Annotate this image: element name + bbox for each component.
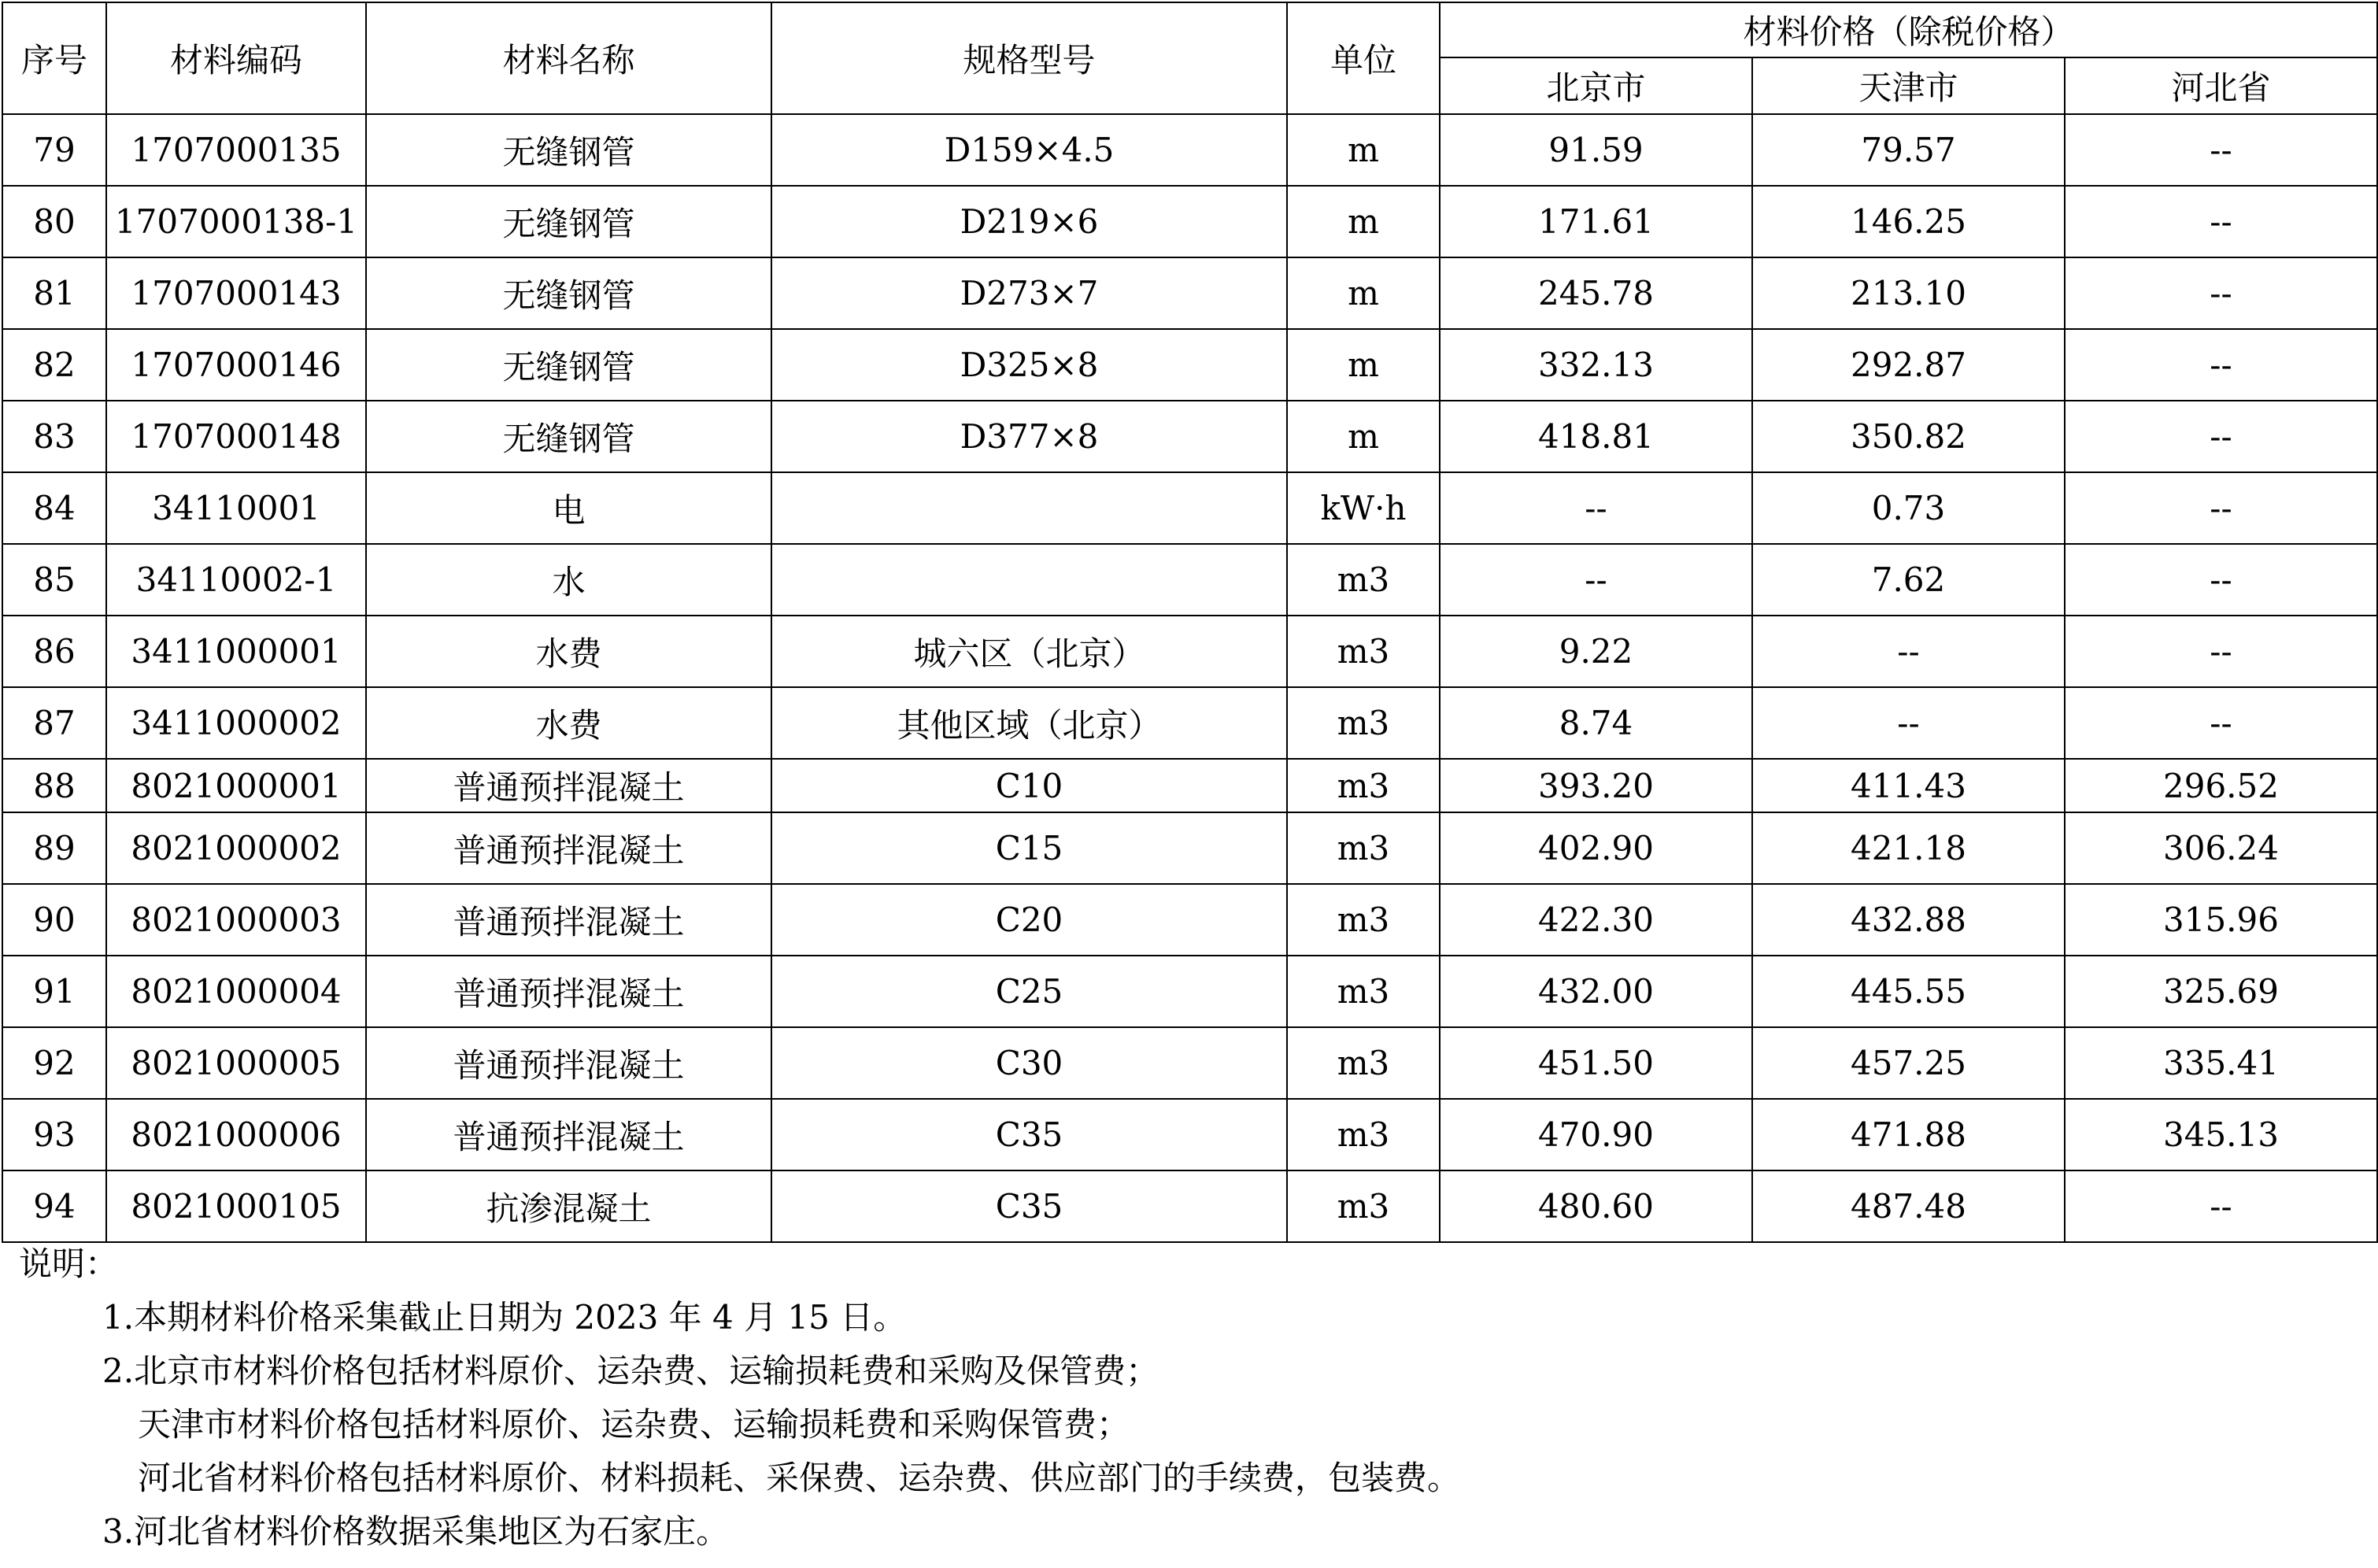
cell-tianjin: 445.55 <box>1752 956 2065 1027</box>
cell-hebei: -- <box>2065 257 2377 329</box>
cell-seq: 86 <box>2 616 106 687</box>
table-header-row <box>2 2 2377 57</box>
cell-beijing: 402.90 <box>1440 812 1752 884</box>
cell-tianjin: 7.62 <box>1752 544 2065 616</box>
cell-name: 无缝钢管 <box>366 401 771 472</box>
material-price-table <box>2 2 2378 1243</box>
cell-spec <box>771 472 1287 544</box>
note-item-2: 2.北京市材料价格包括材料原价、运杂费、运输损耗费和采购及保管费； <box>102 1352 1159 1390</box>
cell-tianjin: 213.10 <box>1752 257 2065 329</box>
cell-hebei: 345.13 <box>2065 1099 2377 1170</box>
table-row <box>2 401 2377 472</box>
cell-name: 抗渗混凝土 <box>366 1170 771 1242</box>
cell-code: 1707000135 <box>106 114 366 186</box>
cell-tianjin: 457.25 <box>1752 1027 2065 1099</box>
cell-unit: m <box>1287 401 1440 472</box>
cell-name: 水 <box>366 544 771 616</box>
cell-hebei: -- <box>2065 616 2377 687</box>
table-row <box>2 544 2377 616</box>
cell-name: 无缝钢管 <box>366 186 771 257</box>
cell-beijing: 9.22 <box>1440 616 1752 687</box>
cell-hebei: -- <box>2065 472 2377 544</box>
header-spec: 规格型号 <box>771 2 1287 114</box>
cell-code: 1707000146 <box>106 329 366 401</box>
cell-seq: 83 <box>2 401 106 472</box>
cell-beijing: 91.59 <box>1440 114 1752 186</box>
cell-name: 无缝钢管 <box>366 329 771 401</box>
cell-unit: m3 <box>1287 1170 1440 1242</box>
header-beijing: 北京市 <box>1440 57 1752 114</box>
note-item-1: 1.本期材料价格采集截止日期为 2023 年 4 月 15 日。 <box>102 1298 907 1337</box>
cell-tianjin: 350.82 <box>1752 401 2065 472</box>
header-unit: 单位 <box>1287 2 1440 114</box>
cell-unit: m3 <box>1287 1027 1440 1099</box>
cell-hebei: -- <box>2065 687 2377 759</box>
cell-seq: 88 <box>2 759 106 812</box>
cell-code: 8021000105 <box>106 1170 366 1242</box>
table-row <box>2 616 2377 687</box>
cell-tianjin: 79.57 <box>1752 114 2065 186</box>
note-item-3: 3.河北省材料价格数据采集地区为石家庄。 <box>102 1512 730 1551</box>
cell-seq: 91 <box>2 956 106 1027</box>
cell-spec: D273×7 <box>771 257 1287 329</box>
cell-tianjin: -- <box>1752 616 2065 687</box>
cell-beijing: 245.78 <box>1440 257 1752 329</box>
cell-hebei: 296.52 <box>2065 759 2377 812</box>
cell-beijing: 432.00 <box>1440 956 1752 1027</box>
notes-section <box>19 1237 2365 1559</box>
cell-beijing: 451.50 <box>1440 1027 1752 1099</box>
header-code: 材料编码 <box>106 2 366 114</box>
cell-seq: 82 <box>2 329 106 401</box>
cell-spec: C15 <box>771 812 1287 884</box>
cell-name: 普通预拌混凝土 <box>366 1099 771 1170</box>
cell-beijing: 418.81 <box>1440 401 1752 472</box>
cell-spec: D159×4.5 <box>771 114 1287 186</box>
cell-unit: m3 <box>1287 544 1440 616</box>
cell-unit: m3 <box>1287 884 1440 956</box>
cell-spec: C35 <box>771 1099 1287 1170</box>
cell-hebei: 325.69 <box>2065 956 2377 1027</box>
note-item-2-tianjin: 天津市材料价格包括材料原价、运杂费、运输损耗费和采购保管费； <box>138 1405 1130 1444</box>
table-row <box>2 257 2377 329</box>
cell-name: 普通预拌混凝土 <box>366 956 771 1027</box>
cell-spec: D325×8 <box>771 329 1287 401</box>
cell-hebei: -- <box>2065 1170 2377 1242</box>
cell-code: 34110001 <box>106 472 366 544</box>
cell-code: 8021000002 <box>106 812 366 884</box>
cell-seq: 93 <box>2 1099 106 1170</box>
cell-hebei: -- <box>2065 186 2377 257</box>
note-item-2-hebei: 河北省材料价格包括材料原价、材料损耗、采保费、运杂费、供应部门的手续费，包装费。 <box>138 1459 1461 1497</box>
cell-name: 普通预拌混凝土 <box>366 759 771 812</box>
table-row <box>2 759 2377 812</box>
cell-seq: 89 <box>2 812 106 884</box>
cell-spec <box>771 544 1287 616</box>
cell-spec: C35 <box>771 1170 1287 1242</box>
cell-unit: m3 <box>1287 616 1440 687</box>
cell-beijing: 470.90 <box>1440 1099 1752 1170</box>
cell-tianjin: 421.18 <box>1752 812 2065 884</box>
cell-unit: m3 <box>1287 759 1440 812</box>
cell-tianjin: 487.48 <box>1752 1170 2065 1242</box>
cell-seq: 79 <box>2 114 106 186</box>
cell-beijing: 8.74 <box>1440 687 1752 759</box>
header-tianjin: 天津市 <box>1752 57 2065 114</box>
cell-tianjin: 471.88 <box>1752 1099 2065 1170</box>
notes-title: 说明： <box>19 1244 119 1283</box>
cell-seq: 85 <box>2 544 106 616</box>
cell-beijing: 332.13 <box>1440 329 1752 401</box>
cell-name: 无缝钢管 <box>366 114 771 186</box>
table-row <box>2 1027 2377 1099</box>
cell-spec: C20 <box>771 884 1287 956</box>
cell-code: 8021000005 <box>106 1027 366 1099</box>
cell-unit: m3 <box>1287 687 1440 759</box>
table-row <box>2 329 2377 401</box>
cell-beijing: 171.61 <box>1440 186 1752 257</box>
cell-name: 普通预拌混凝土 <box>366 884 771 956</box>
cell-seq: 87 <box>2 687 106 759</box>
cell-tianjin: 146.25 <box>1752 186 2065 257</box>
cell-hebei: -- <box>2065 401 2377 472</box>
table-row <box>2 812 2377 884</box>
cell-spec: C10 <box>771 759 1287 812</box>
cell-seq: 80 <box>2 186 106 257</box>
cell-unit: m <box>1287 329 1440 401</box>
table-row <box>2 884 2377 956</box>
cell-code: 1707000148 <box>106 401 366 472</box>
cell-code: 3411000001 <box>106 616 366 687</box>
cell-code: 34110002-1 <box>106 544 366 616</box>
cell-code: 8021000004 <box>106 956 366 1027</box>
cell-spec: D377×8 <box>771 401 1287 472</box>
cell-hebei: -- <box>2065 544 2377 616</box>
cell-seq: 94 <box>2 1170 106 1242</box>
cell-name: 水费 <box>366 687 771 759</box>
cell-unit: m3 <box>1287 956 1440 1027</box>
cell-code: 1707000143 <box>106 257 366 329</box>
table-row <box>2 472 2377 544</box>
header-name: 材料名称 <box>366 2 771 114</box>
header-seq: 序号 <box>2 2 106 114</box>
cell-hebei: -- <box>2065 114 2377 186</box>
table-row <box>2 687 2377 759</box>
cell-hebei: 306.24 <box>2065 812 2377 884</box>
cell-name: 普通预拌混凝土 <box>366 1027 771 1099</box>
cell-name: 水费 <box>366 616 771 687</box>
table-body <box>2 114 2377 1242</box>
header-price-group: 材料价格（除税价格） <box>1440 2 2377 57</box>
table-row <box>2 114 2377 186</box>
cell-name: 无缝钢管 <box>366 257 771 329</box>
cell-unit: kW·h <box>1287 472 1440 544</box>
cell-beijing: -- <box>1440 544 1752 616</box>
cell-tianjin: -- <box>1752 687 2065 759</box>
cell-seq: 81 <box>2 257 106 329</box>
cell-unit: m3 <box>1287 812 1440 884</box>
cell-code: 8021000001 <box>106 759 366 812</box>
cell-name: 普通预拌混凝土 <box>366 812 771 884</box>
cell-spec: 其他区域（北京） <box>771 687 1287 759</box>
cell-code: 8021000003 <box>106 884 366 956</box>
cell-tianjin: 292.87 <box>1752 329 2065 401</box>
cell-tianjin: 0.73 <box>1752 472 2065 544</box>
cell-code: 3411000002 <box>106 687 366 759</box>
cell-spec: C30 <box>771 1027 1287 1099</box>
table-row <box>2 956 2377 1027</box>
table-row <box>2 1170 2377 1242</box>
cell-spec: 城六区（北京） <box>771 616 1287 687</box>
cell-spec: D219×6 <box>771 186 1287 257</box>
cell-seq: 84 <box>2 472 106 544</box>
cell-hebei: 335.41 <box>2065 1027 2377 1099</box>
cell-unit: m <box>1287 257 1440 329</box>
cell-unit: m3 <box>1287 1099 1440 1170</box>
cell-hebei: 315.96 <box>2065 884 2377 956</box>
cell-beijing: -- <box>1440 472 1752 544</box>
cell-spec: C25 <box>771 956 1287 1027</box>
header-hebei: 河北省 <box>2065 57 2377 114</box>
cell-tianjin: 432.88 <box>1752 884 2065 956</box>
cell-seq: 90 <box>2 884 106 956</box>
cell-beijing: 422.30 <box>1440 884 1752 956</box>
cell-unit: m <box>1287 186 1440 257</box>
table-row <box>2 186 2377 257</box>
cell-beijing: 480.60 <box>1440 1170 1752 1242</box>
cell-code: 1707000138-1 <box>106 186 366 257</box>
cell-tianjin: 411.43 <box>1752 759 2065 812</box>
cell-hebei: -- <box>2065 329 2377 401</box>
cell-unit: m <box>1287 114 1440 186</box>
cell-seq: 92 <box>2 1027 106 1099</box>
cell-beijing: 393.20 <box>1440 759 1752 812</box>
cell-code: 8021000006 <box>106 1099 366 1170</box>
cell-name: 电 <box>366 472 771 544</box>
table-row <box>2 1099 2377 1170</box>
